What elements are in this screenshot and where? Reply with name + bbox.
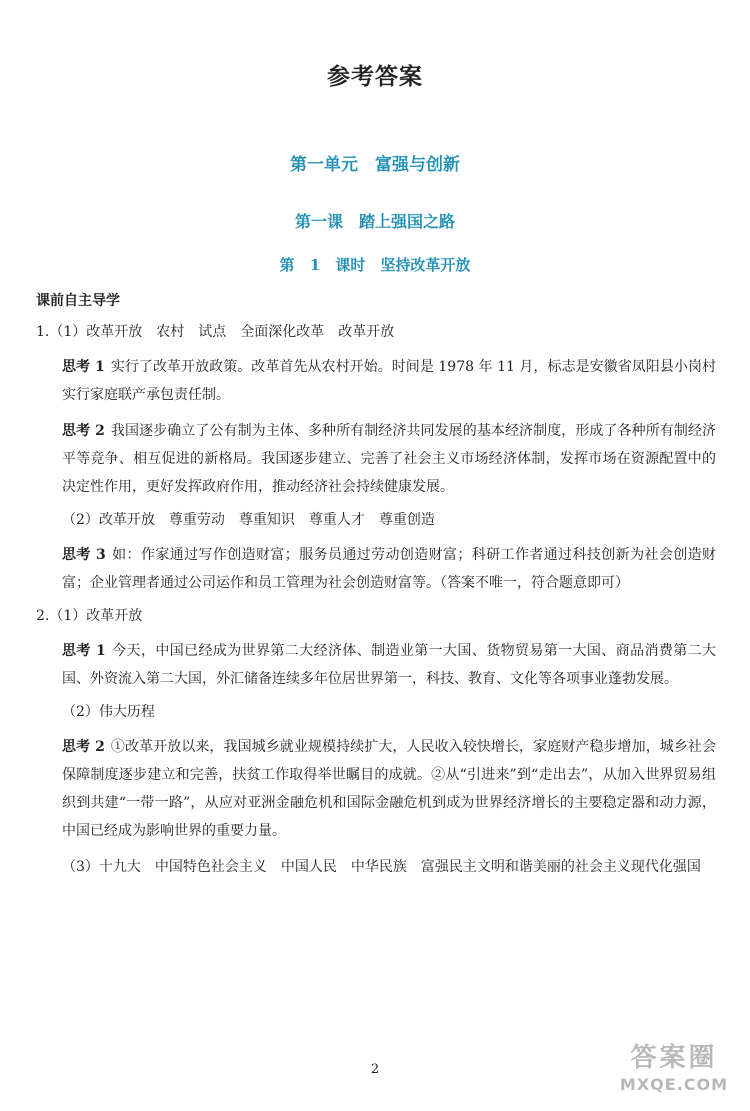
- think-label: 思考 1: [62, 643, 106, 659]
- think-text: 我国逐步确立了公有制为主体、多种所有制经济共同发展的基本经济制度，形成了各种所有制经济平等竞争、相互促进的新格局。我国逐步建立、完善了社会主义市场经济体制，发挥市场在资源配置中的决定性作用，更好发挥政府作用，推动经济社会持续健康发展。: [62, 423, 716, 495]
- think-label: 思考 2: [62, 423, 105, 439]
- question-1-part-1: 1.（1）改革开放 农村 试点 全面深化改革 改革开放: [36, 324, 395, 340]
- think-paragraph: [62, 353, 716, 409]
- think-paragraph: [62, 637, 716, 693]
- period-title: 第 1 课时 坚持改革开放: [279, 256, 471, 274]
- think-text: 实行了改革开放政策。改革首先从农村开始。时间是 1978 年 11 月，标志是安徽省凤阳县小岗村实行家庭联产承包责任制。: [62, 359, 716, 403]
- watermark-url: MXQE.COM: [619, 1075, 729, 1094]
- think-text: 今天，中国已经成为世界第二大经济体、制造业第一大国、货物贸易第一大国、商品消费第二大国、外资流入第二大国，外汇储备连续多年位居世界第一，科技、教育、文化等各项事业蓬勃发展。: [62, 643, 716, 687]
- page-number: 2: [370, 1062, 380, 1077]
- think-text: ①改革开放以来，我国城乡就业规模持续扩大，人民收入较快增长，家庭财产稳步增加，城乡社会保障制度逐步建立和完善，扶贫工作取得举世瞩目的成就。②从“引进来”到“走出去”，从加入世界贸易组织到共建“一带一路”，从应对亚洲金融危机和国际金融危机到成为世界经济增长的主要稳定器和动力源，中国已经成为影响世界的重要力量。: [62, 739, 716, 839]
- unit-title: 第一单元 富强与创新: [290, 155, 460, 175]
- question-2-part-3: （3）十九大 中国特色社会主义 中国人民 中华民族 富强民主文明和谐美丽的社会主义现代化强国: [62, 859, 701, 875]
- lesson-title: 第一课 踏上强国之路: [294, 212, 455, 231]
- think-label: 思考 2: [62, 739, 105, 755]
- question-1-part-2: （2）改革开放 尊重劳动 尊重知识 尊重人才 尊重创造: [62, 512, 435, 528]
- think-text: 如：作家通过写作创造财富；服务员通过劳动创造财富；科研工作者通过科技创新为社会创造财富；企业管理者通过公司运作和员工管理为社会创造财富等。（答案不唯一，符合题意即可）: [62, 547, 716, 591]
- section-heading: 课前自主导学: [36, 293, 120, 309]
- answer-content: [36, 290, 716, 889]
- site-watermark: [604, 1041, 744, 1107]
- think-paragraph: [62, 541, 716, 597]
- think-paragraph: [62, 417, 716, 501]
- think-label: 思考 1: [62, 359, 105, 375]
- question-2-part-2: （2）伟大历程: [62, 704, 155, 720]
- page-title: 参考答案: [327, 63, 423, 90]
- think-label: 思考 3: [62, 547, 106, 563]
- think-paragraph: [62, 733, 716, 845]
- watermark-logo-text: 答案圈: [630, 1043, 718, 1073]
- question-2-part-1: 2.（1）改革开放: [36, 608, 143, 624]
